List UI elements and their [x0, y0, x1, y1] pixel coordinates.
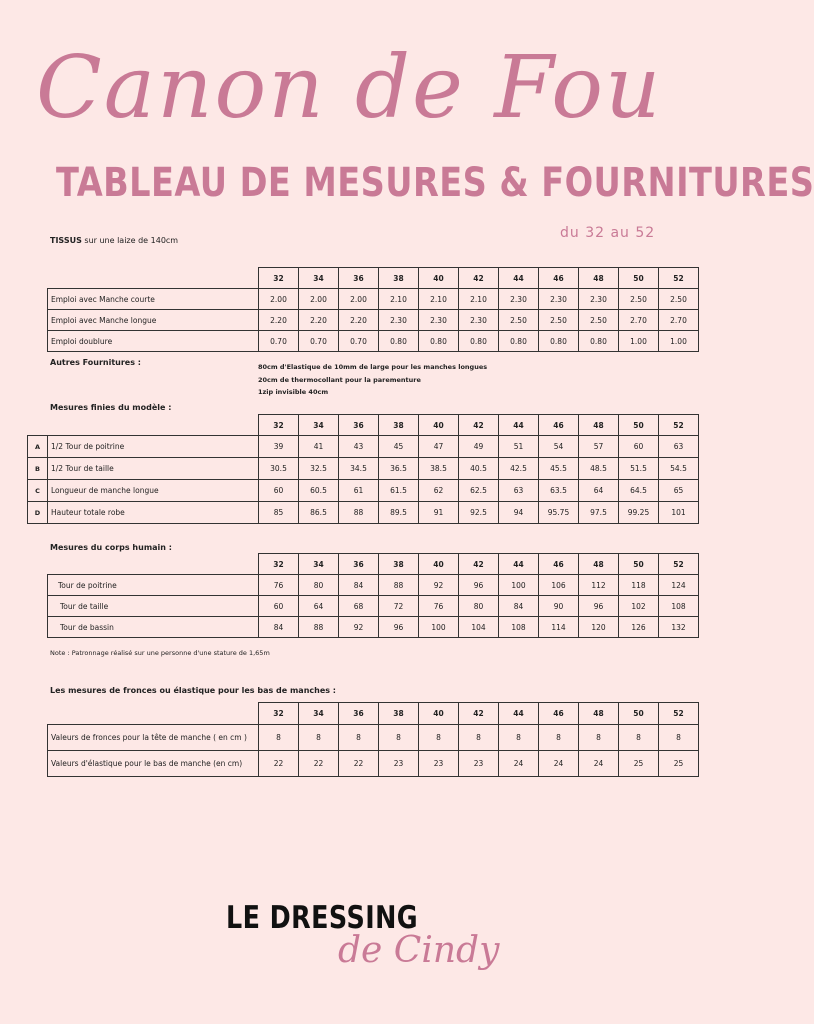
value-cell: 54.5 [659, 458, 699, 480]
row-label: 1/2 Tour de taille [48, 458, 259, 480]
value-cell: 23 [459, 751, 499, 777]
table-row [28, 458, 699, 480]
size-header-cell: 48 [579, 703, 619, 725]
row-label: Emploi doublure [48, 331, 259, 352]
value-cell: 108 [499, 617, 539, 638]
value-cell: 60 [259, 480, 299, 502]
table-row [48, 617, 699, 638]
value-cell: 2.10 [459, 289, 499, 310]
corner-cell [28, 415, 48, 436]
value-cell: 96 [459, 575, 499, 596]
value-cell: 124 [659, 575, 699, 596]
value-cell: 89.5 [379, 502, 419, 524]
value-cell: 40.5 [459, 458, 499, 480]
value-cell: 62.5 [459, 480, 499, 502]
value-cell: 99.25 [619, 502, 659, 524]
row-label: Tour de poitrine [48, 575, 259, 596]
value-cell: 34.5 [339, 458, 379, 480]
value-cell: 120 [579, 617, 619, 638]
value-cell: 49 [459, 436, 499, 458]
value-cell: 8 [619, 725, 659, 751]
size-header-cell: 48 [579, 415, 619, 436]
fronces-table-body [48, 703, 699, 777]
value-cell: 2.70 [659, 310, 699, 331]
body-table [47, 553, 699, 638]
fournitures-title: Autres Fournitures : [50, 358, 141, 367]
value-cell: 45 [379, 436, 419, 458]
table-row [48, 725, 699, 751]
size-header-cell: 36 [339, 415, 379, 436]
value-cell: 72 [379, 596, 419, 617]
size-header-cell: 44 [499, 703, 539, 725]
value-cell: 8 [299, 725, 339, 751]
row-key: D [28, 502, 48, 524]
value-cell: 38.5 [419, 458, 459, 480]
fronces-title: Les mesures de fronces ou élastique pour les bas de manches : [50, 686, 336, 695]
finished-table [27, 414, 699, 524]
value-cell: 8 [419, 725, 459, 751]
value-cell: 112 [579, 575, 619, 596]
value-cell: 0.80 [579, 331, 619, 352]
size-header-cell: 46 [539, 268, 579, 289]
tissus-label-rest: sur une laize de 140cm [81, 236, 179, 245]
size-header-cell: 32 [259, 268, 299, 289]
corner-cell [48, 415, 259, 436]
header-row [48, 268, 699, 289]
value-cell: 51 [499, 436, 539, 458]
value-cell: 60 [619, 436, 659, 458]
value-cell: 76 [419, 596, 459, 617]
value-cell: 64.5 [619, 480, 659, 502]
row-label: 1/2 Tour de poitrine [48, 436, 259, 458]
value-cell: 41 [299, 436, 339, 458]
table-row [48, 331, 699, 352]
value-cell: 2.00 [259, 289, 299, 310]
tissus-table [47, 267, 699, 352]
value-cell: 23 [419, 751, 459, 777]
value-cell: 63 [499, 480, 539, 502]
size-header-cell: 40 [419, 554, 459, 575]
value-cell: 68 [339, 596, 379, 617]
value-cell: 47 [419, 436, 459, 458]
size-header-cell: 36 [339, 703, 379, 725]
fourniture-item: 1zip invisible 40cm [258, 388, 329, 396]
value-cell: 0.80 [379, 331, 419, 352]
value-cell: 65 [659, 480, 699, 502]
size-header-cell: 42 [459, 268, 499, 289]
value-cell: 2.70 [619, 310, 659, 331]
value-cell: 94 [499, 502, 539, 524]
value-cell: 8 [499, 725, 539, 751]
size-header-cell: 50 [619, 554, 659, 575]
value-cell: 2.30 [539, 289, 579, 310]
value-cell: 63.5 [539, 480, 579, 502]
row-label: Hauteur totale robe [48, 502, 259, 524]
size-header-cell: 38 [379, 554, 419, 575]
row-key: A [28, 436, 48, 458]
value-cell: 8 [259, 725, 299, 751]
table-row [28, 436, 699, 458]
value-cell: 43 [339, 436, 379, 458]
value-cell: 2.30 [579, 289, 619, 310]
size-header-cell: 32 [259, 703, 299, 725]
value-cell: 24 [579, 751, 619, 777]
value-cell: 64 [299, 596, 339, 617]
value-cell: 84 [339, 575, 379, 596]
value-cell: 106 [539, 575, 579, 596]
value-cell: 2.50 [499, 310, 539, 331]
body-title: Mesures du corps humain : [50, 543, 172, 552]
row-label: Emploi avec Manche courte [48, 289, 259, 310]
value-cell: 2.00 [299, 289, 339, 310]
value-cell: 2.30 [499, 289, 539, 310]
size-header-cell: 42 [459, 415, 499, 436]
size-header-cell: 52 [659, 415, 699, 436]
value-cell: 92 [339, 617, 379, 638]
value-cell: 88 [299, 617, 339, 638]
value-cell: 64 [579, 480, 619, 502]
value-cell: 25 [659, 751, 699, 777]
row-label: Valeurs d'élastique pour le bas de manche (en cm) [48, 751, 259, 777]
size-header-cell: 34 [299, 415, 339, 436]
value-cell: 8 [459, 725, 499, 751]
value-cell: 97.5 [579, 502, 619, 524]
value-cell: 86.5 [299, 502, 339, 524]
size-header-cell: 46 [539, 554, 579, 575]
value-cell: 62 [419, 480, 459, 502]
page-title: TABLEAU DE MESURES & FOURNITURES [56, 160, 814, 206]
value-cell: 1.00 [619, 331, 659, 352]
header-row [48, 554, 699, 575]
value-cell: 114 [539, 617, 579, 638]
size-header-cell: 34 [299, 268, 339, 289]
size-header-cell: 38 [379, 268, 419, 289]
value-cell: 51.5 [619, 458, 659, 480]
header-row [28, 415, 699, 436]
value-cell: 90 [539, 596, 579, 617]
value-cell: 2.30 [379, 310, 419, 331]
value-cell: 101 [659, 502, 699, 524]
value-cell: 54 [539, 436, 579, 458]
row-label: Tour de taille [48, 596, 259, 617]
size-header-cell: 46 [539, 415, 579, 436]
value-cell: 0.70 [299, 331, 339, 352]
header-row [48, 703, 699, 725]
value-cell: 57 [579, 436, 619, 458]
value-cell: 88 [339, 502, 379, 524]
brand-line2: de Cindy [338, 930, 500, 971]
value-cell: 0.80 [539, 331, 579, 352]
value-cell: 96 [579, 596, 619, 617]
size-header-cell: 52 [659, 554, 699, 575]
value-cell: 88 [379, 575, 419, 596]
size-header-cell: 32 [259, 415, 299, 436]
size-header-cell: 50 [619, 268, 659, 289]
size-header-cell: 52 [659, 703, 699, 725]
table-row [48, 575, 699, 596]
value-cell: 118 [619, 575, 659, 596]
table-row [28, 502, 699, 524]
value-cell: 63 [659, 436, 699, 458]
size-header-cell: 42 [459, 703, 499, 725]
size-header-cell: 44 [499, 554, 539, 575]
value-cell: 8 [659, 725, 699, 751]
value-cell: 2.10 [419, 289, 459, 310]
size-header-cell: 42 [459, 554, 499, 575]
value-cell: 108 [659, 596, 699, 617]
size-header-cell: 38 [379, 703, 419, 725]
value-cell: 45.5 [539, 458, 579, 480]
value-cell: 96 [379, 617, 419, 638]
brand-line1: LE DRESSING [226, 900, 419, 936]
value-cell: 1.00 [659, 331, 699, 352]
fourniture-item: 20cm de thermocollant pour la parementure [258, 375, 421, 384]
value-cell: 2.20 [339, 310, 379, 331]
size-header-cell: 34 [299, 703, 339, 725]
value-cell: 30.5 [259, 458, 299, 480]
row-key: C [28, 480, 48, 502]
value-cell: 22 [299, 751, 339, 777]
value-cell: 100 [419, 617, 459, 638]
value-cell: 2.10 [379, 289, 419, 310]
size-header-cell: 40 [419, 703, 459, 725]
value-cell: 0.70 [339, 331, 379, 352]
tissus-label-bold: TISSUS [50, 236, 82, 245]
corner-cell [48, 268, 259, 289]
size-header-cell: 52 [659, 268, 699, 289]
value-cell: 32.5 [299, 458, 339, 480]
value-cell: 84 [259, 617, 299, 638]
value-cell: 22 [259, 751, 299, 777]
value-cell: 8 [579, 725, 619, 751]
size-header-cell: 44 [499, 268, 539, 289]
row-key: B [28, 458, 48, 480]
value-cell: 100 [499, 575, 539, 596]
tissus-table-body [48, 268, 699, 352]
value-cell: 0.80 [459, 331, 499, 352]
script-title: Canon de Fou [36, 38, 663, 138]
value-cell: 2.50 [619, 289, 659, 310]
table-row [28, 480, 699, 502]
row-label: Longueur de manche longue [48, 480, 259, 502]
row-label: Valeurs de fronces pour la tête de manche ( en cm ) [48, 725, 259, 751]
size-range: du 32 au 52 [560, 225, 656, 241]
value-cell: 91 [419, 502, 459, 524]
table-row [48, 289, 699, 310]
value-cell: 132 [659, 617, 699, 638]
fournitures-list [258, 361, 487, 399]
value-cell: 95.75 [539, 502, 579, 524]
body-note: Note : Patronnage réalisé sur une personne d'une stature de 1,65m [50, 649, 270, 657]
value-cell: 25 [619, 751, 659, 777]
value-cell: 0.80 [419, 331, 459, 352]
value-cell: 8 [379, 725, 419, 751]
value-cell: 61 [339, 480, 379, 502]
table-row [48, 310, 699, 331]
value-cell: 92 [419, 575, 459, 596]
value-cell: 92.5 [459, 502, 499, 524]
value-cell: 2.50 [539, 310, 579, 331]
corner-cell [48, 554, 259, 575]
value-cell: 24 [539, 751, 579, 777]
value-cell: 8 [339, 725, 379, 751]
value-cell: 102 [619, 596, 659, 617]
value-cell: 76 [259, 575, 299, 596]
value-cell: 8 [539, 725, 579, 751]
value-cell: 2.20 [299, 310, 339, 331]
row-label: Tour de bassin [48, 617, 259, 638]
value-cell: 80 [459, 596, 499, 617]
size-header-cell: 44 [499, 415, 539, 436]
value-cell: 24 [499, 751, 539, 777]
value-cell: 2.00 [339, 289, 379, 310]
finished-table-body [28, 415, 699, 524]
value-cell: 23 [379, 751, 419, 777]
fourniture-item: 80cm d'Elastique de 10mm de large pour les manches longues [258, 363, 488, 371]
value-cell: 2.50 [659, 289, 699, 310]
size-header-cell: 48 [579, 554, 619, 575]
size-header-cell: 34 [299, 554, 339, 575]
table-row [48, 596, 699, 617]
value-cell: 80 [299, 575, 339, 596]
size-header-cell: 36 [339, 554, 379, 575]
value-cell: 42.5 [499, 458, 539, 480]
value-cell: 36.5 [379, 458, 419, 480]
finished-title: Mesures finies du modèle : [50, 403, 172, 412]
value-cell: 61.5 [379, 480, 419, 502]
size-header-cell: 46 [539, 703, 579, 725]
value-cell: 22 [339, 751, 379, 777]
row-label: Emploi avec Manche longue [48, 310, 259, 331]
size-header-cell: 38 [379, 415, 419, 436]
size-header-cell: 36 [339, 268, 379, 289]
size-header-cell: 48 [579, 268, 619, 289]
size-header-cell: 50 [619, 415, 659, 436]
fronces-table [47, 702, 699, 777]
value-cell: 60 [259, 596, 299, 617]
value-cell: 2.50 [579, 310, 619, 331]
value-cell: 2.30 [419, 310, 459, 331]
value-cell: 2.30 [459, 310, 499, 331]
tissus-label [50, 236, 178, 245]
value-cell: 126 [619, 617, 659, 638]
value-cell: 85 [259, 502, 299, 524]
size-header-cell: 40 [419, 415, 459, 436]
value-cell: 84 [499, 596, 539, 617]
value-cell: 0.70 [259, 331, 299, 352]
size-header-cell: 50 [619, 703, 659, 725]
body-table-body [48, 554, 699, 638]
table-row [48, 751, 699, 777]
value-cell: 60.5 [299, 480, 339, 502]
value-cell: 48.5 [579, 458, 619, 480]
value-cell: 104 [459, 617, 499, 638]
value-cell: 2.20 [259, 310, 299, 331]
size-header-cell: 40 [419, 268, 459, 289]
size-header-cell: 32 [259, 554, 299, 575]
value-cell: 0.80 [499, 331, 539, 352]
value-cell: 39 [259, 436, 299, 458]
corner-cell [48, 703, 259, 725]
